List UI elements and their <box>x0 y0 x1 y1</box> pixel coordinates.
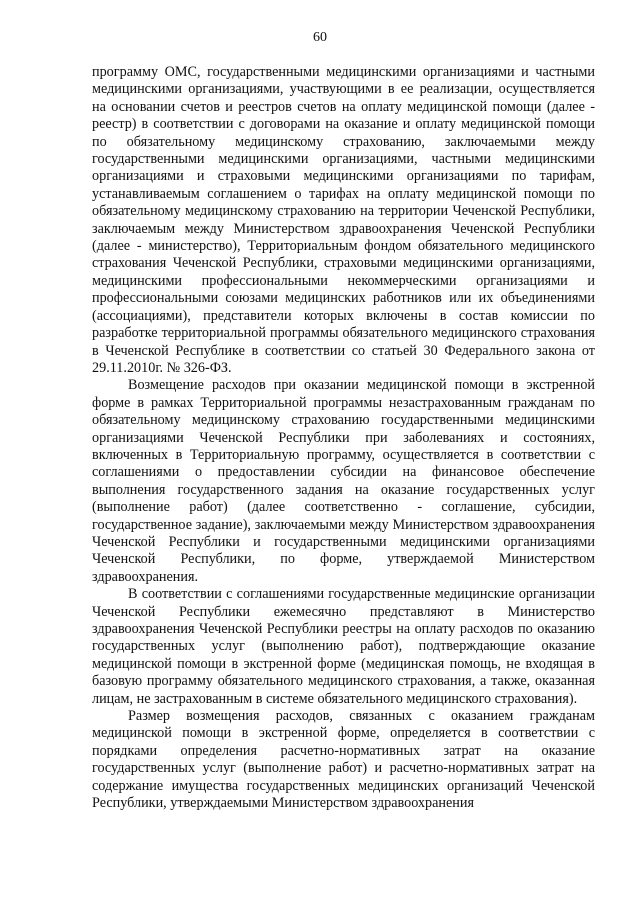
paragraph-reimbursement-amount: Размер возмещения расходов, связанных с оказанием гражданам медицинской помощи в экстренной форме, определяется в соответствии с порядками определения расчетно-нормативных затрат на оказание государственных услуг (выполнение работ) и расчетно-нормативных затрат на содержание имущества государственных медицинских организаций Чеченской Республики, утверждаемыми Министерством здравоохранения <box>92 708 595 812</box>
document-body <box>92 64 595 812</box>
paragraph-emergency-reimbursement: Возмещение расходов при оказании медицинской помощи в экстренной форме в рамках Территориальной программы незастрахованным гражданам по обязательному медицинскому страхованию государственными медицинскими организациями Чеченской Республики при заболеваниях и состояниях, включенных в Территориальную программу, осуществляется в соответствии с соглашениями о предоставлении субсидии на финансовое обеспечение выполнения государственного задания на оказание государственных услуг (выполнение работ) (далее соответственно - соглашение, субсидии, государственное задание), заключаемыми между Министерством здравоохранения Чеченской Республики и государственными медицинскими организациями Чеченской Республики, по форме, утверждаемой Министерством здравоохранения. <box>92 377 595 585</box>
page-number: 60 <box>313 30 327 45</box>
paragraph-monthly-registers: В соответствии с соглашениями государственные медицинские организации Чеченской Республики ежемесячно представляют в Министерство здравоохранения Чеченской Республики реестры на оплату расходов по оказанию государственных услуг (выполнению работ), подтверждающие оказание медицинской помощи в экстренной форме (медицинская помощь, не входящая в базовую программу обязательного медицинского страхования, а также, оказанная лицам, не застрахованным в системе обязательного медицинского страхования). <box>92 586 595 707</box>
paragraph-payment-procedure: программу ОМС, государственными медицинскими организациями и частными медицинскими организациями, участвующими в ее реализации, осуществляется на основании счетов и реестров счетов на оплату медицинской помощи (далее - реестр) в соответствии с договорами на оказание и оплату медицинской помощи по обязательному медицинскому страхованию, заключаемыми между государственными медицинскими организациями, частными медицинскими организациями и страховыми медицинскими организациями по тарифам, устанавливаемым соглашением о тарифах на оплату медицинской помощи по обязательному медицинскому страхованию на территории Чеченской Республики, заключаемым между Министерством здравоохранения Чеченской Республики (далее - министерство), Территориальным фондом обязательного медицинского страхования Чеченской Республики, страховыми медицинскими организациями, медицинскими профессиональными некоммерческими организациями и профессиональными союзами медицинских работников или их объединениями (ассоциациями), представители которых включены в состав комиссии по разработке территориальной программы обязательного медицинского страхования в Чеченской Республике в соответствии со статьей 30 Федерального закона от 29.11.2010г. № 326-ФЗ. <box>92 64 595 376</box>
